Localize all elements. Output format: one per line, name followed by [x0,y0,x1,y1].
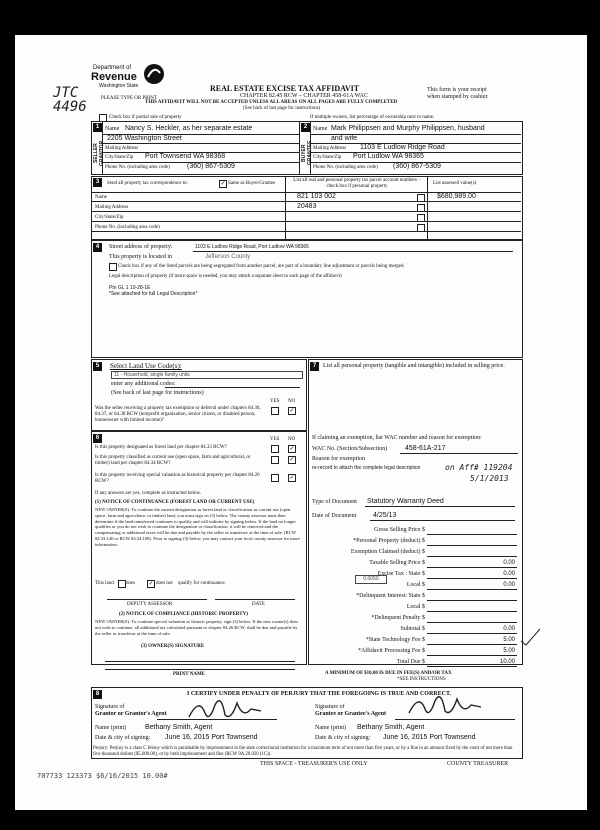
personal-property-label: List all personal property (tangible and intangible) included in selling price. [323,363,505,369]
tax-row-label: Excise Tax : State $ [377,571,425,577]
tax-row-line [427,666,517,667]
see-instructions-note: *SEE INSTRUCTIONS [397,677,446,682]
personal-property-checkbox-1[interactable] [417,194,425,202]
tax-row-line [427,600,517,601]
local-rate-field[interactable]: 0.0050 [355,575,387,584]
current-use-question: Is this property classified as current use (open space, farm and agricultural, or timber) land per chapter 84.34 RCW? [95,455,251,466]
does-checkbox[interactable] [118,580,126,588]
property-street-address[interactable]: 1103 E Ludlow Ridge Road, Port Ludlow WA 98365 [195,244,309,250]
personal-property-checkbox-4[interactable] [417,224,425,232]
current-use-yes[interactable] [271,456,279,464]
claiming-exemption-label: If claiming an exemption, list WAC number and reason for exemption: [312,435,482,441]
section-7-badge: 7 [310,362,319,371]
county-treasurer-label: COUNTY TREASURER [447,761,509,767]
parcel-1[interactable]: 821 103 002 [297,193,336,200]
dept-line2: Revenue [91,71,137,83]
grantor-agent-name[interactable]: Bethany Smith, Agent [145,724,213,731]
buyer-name[interactable]: Mark Philippsen and Murphy Philippsen, husband [331,125,485,132]
tax-row-line [427,644,517,645]
located-in-label: This property is located in [109,254,172,260]
grantee-date-label: Date & city of signing: [315,735,371,741]
tax-row-line [427,556,517,557]
rule [91,221,521,222]
tax-row-value[interactable]: 0.00 [503,560,515,566]
receipt-note-2: when stamped by cashier. [427,94,489,100]
seller-city[interactable]: Port Townsend WA 98368 [145,153,226,160]
affidavit-page [15,35,587,810]
doc-type[interactable]: Statutory Warranty Deed [367,498,444,505]
segregated-checkbox[interactable] [109,263,117,271]
tax-row-value[interactable]: 0.00 [503,626,515,632]
tax-row-line [427,545,517,546]
tax-row-line [427,611,517,612]
receipt-note: This form is your receipt [427,87,487,93]
grantor-agent-label: Grantor or Grantor's Agent [95,711,167,717]
grantee-agent-name[interactable]: Bethany Smith, Agent [357,724,425,731]
deputy-signature-line[interactable] [107,599,207,600]
seller-exemption-question: Was the seller receiving a property tax exemption or deferral under chapters 84.36, 84.37, or 84.38 RCW (nonprofit organization, senior citizen, or disabled person, homeowner with limited income)? [95,406,261,423]
notice-continuance-body: NEW OWNER(S): To continue the current designation as forest land or classification as current use (open space, farm and agriculture, or timber) land, you must sign on (3) below. The county assessor must then determine if the land transferred continues to qualify and will indicate by signing below. If the land no longer qualifies or you do not wish to continue the designation or classification, it will be removed and the compensating or additional taxes will be due and payable by the seller or transferor at the time of sale. (RCW 84.33.140 or RCW 84.34.108). Prior to signing (3) below, you may contact your local county assessor for more information. [95,507,300,547]
perjury-note: Perjury: Perjury is a class C felony which is punishable by imprisonment in the state correctional institution for a maximum term of not more than five years, or by a fine in an amount fixed by the court of not more than five thousand dollars ($5,000.00), or by both imprisonment and fine (RCW 9A.20.020 (1C)). [93,746,513,757]
rule [193,251,513,252]
tax-row-line [427,655,517,656]
land-use-select[interactable]: 11 - Household, single family units [111,371,303,379]
section-6-badge: 6 [93,434,102,443]
doc-date-label: Date of Document [312,513,357,519]
rule [370,520,515,521]
additional-codes-label: enter any additional codes: [111,381,176,387]
buyer-name-label: Name [313,126,328,132]
buyer-mailing[interactable]: 1103 E Ludlow Ridge Road [360,144,445,151]
owner-signature-label: (3) OWNER(S) SIGNATURE [141,644,205,649]
buyer-side-label: BUYER GRANTEE [301,140,313,166]
buyer-phone[interactable]: (360) 867-5309 [393,163,441,170]
historic-question: Is this property receiving special valuation as historical property per chapter 84.26 RCW? [95,473,260,484]
section-8-badge: 8 [93,690,102,699]
grantor-signature[interactable] [185,695,265,725]
grantor-signature-label: Signature of [95,704,125,710]
buyer-mailing-label: Mailing Address [313,146,347,151]
parcel-2[interactable]: 20483 [297,203,317,210]
dor-logo-icon [143,63,165,85]
tax-row-value[interactable]: 5.00 [503,637,515,643]
correspondence-phone-label: Phone No. (including area code) [95,225,160,230]
tax-row-line [427,633,517,634]
certify-statement: I CERTIFY UNDER PENALTY OF PERJURY THAT THE FOREGOING IS TRUE AND CORRECT. [187,691,452,697]
tax-row-value[interactable]: 0.00 [503,582,515,588]
same-as-buyer-label: Same as Buyer/Grantee [228,181,276,186]
grantee-signature-label: Signature of [315,704,345,710]
exemption-reason[interactable]: re-record to attach the complete legal description [312,465,421,471]
forest-land-yes[interactable] [271,445,279,453]
no-header: NO [288,437,296,442]
divider [285,176,286,239]
receipt-stamp: 707733 123373 $6/16/2015 10.00# [37,772,168,780]
wac-number[interactable]: 458-61A-217 [405,445,446,452]
tax-row-line [427,567,517,568]
deputy-assessor-label: DEPUTY ASSESSOR [127,602,173,607]
legal-description-label: Legal description of property (if more space is needed, you may attach a separate sheet to each page of the affidavit) [109,274,342,279]
section-5-badge: 5 [93,362,102,371]
historic-yes[interactable] [271,474,279,482]
seller-name-label: Name [105,126,120,132]
partial-sale-label: Check box if partial sale of property [109,115,182,120]
grantee-signature-line [395,719,515,720]
tax-row-label: *Delinquent Interest: State $ [356,593,425,599]
tax-row-label: Exemption Claimed (deduct) $ [350,549,425,555]
tax-row-line [427,589,517,590]
same-as-buyer-checkbox[interactable]: ✓ [220,181,226,187]
minimum-due-note: A MINIMUM OF $10.00 IS DUE IN FEE(S) AND/OR TAX [325,671,452,676]
tax-row-value[interactable]: 5.00 [503,648,515,654]
parcel-header: List all real and personal property tax parcel account numbers – check box if personal property [293,178,421,189]
seller-phone-label: Phone No. (including area code) [105,165,170,170]
notice-compliance-body: NEW OWNER(S): To continue special valuation as historic property, sign (3) below. If the new owner(s) does not wish to continue, all additional tax calculated pursuant to chapter 84.26 RCW, shall be due and payable by the seller or transferor at the time of sale. [95,619,299,636]
doc-date[interactable]: 4/25/13 [373,512,397,519]
treasurer-use-label: THIS SPACE - TREASURER'S USE ONLY [260,761,368,767]
not-accepted-note: THIS AFFIDAVIT WILL NOT BE ACCEPTED UNLESS ALL AREAS ON ALL PAGES ARE FULLY COMPLETED [145,100,398,105]
legal-description-2[interactable]: *See attached for full Legal Description* [109,291,198,297]
tax-row-value[interactable]: 0.00 [503,571,515,577]
rule [91,201,521,202]
tax-row-value[interactable]: 10.00 [499,659,515,665]
correspondence-name-label: Name [95,195,107,200]
section-3-badge: 3 [93,178,102,187]
correspondence-mailing-label: Mailing Address [95,205,129,210]
tax-row-label: *Affidavit Processing Fee $ [357,648,425,654]
divider [299,121,300,174]
tax-row-label: Local $ [406,582,425,588]
buyer-city[interactable]: Port Ludlow WA 98365 [353,153,424,160]
this-land-label: This land [95,581,114,586]
rule [365,506,515,507]
divider [427,176,428,239]
grantee-name-label: Name (print) [315,725,347,731]
street-address-label: Street address of property: [109,244,173,250]
check-mark-icon [520,627,542,647]
assessed-header: List assessed value(s) [433,181,477,186]
print-name-label: PRINT NAME [173,672,205,677]
seller-mailing-label: Mailing Address [105,146,139,151]
grantee-signed-date[interactable]: June 16, 2015 Port Townsend [383,734,476,741]
tax-row-label: Gross Selling Price $ [374,527,425,533]
legal-description-1[interactable]: Ptn GL 1 10-28-1E [109,285,151,291]
tax-row-line [427,534,517,535]
wac-label: WAC No. (Section/Subsection) [312,446,388,452]
yes-header: YES [270,437,280,442]
deputy-date-label: DATE [252,602,265,607]
form-chapter: CHAPTER 82.45 RCW – CHAPTER 458-61A WAC [240,93,368,99]
correspondence-city-label: City/State/Zip [95,215,124,220]
rule [91,231,521,232]
seller-side-label: SELLER GRANTOR [93,140,105,166]
no-header: NO [288,399,296,404]
property-county[interactable]: Jefferson County [205,254,251,260]
print-name-line[interactable] [105,669,295,670]
buyer-name-2[interactable]: and wife [331,135,358,142]
seller-phone[interactable]: (360) 867-5309 [187,163,235,170]
please-type: PLEASE TYPE OR PRINT [101,96,157,101]
multiple-owners-note: If multiple owners, list percentage of ownership next to name. [310,115,435,120]
segregated-label: Check box if any of the listed parcels are being segregated from another parcel, are part of a boundary line adjustment or parcels being merged. [118,264,405,269]
rule [91,211,521,212]
reason-label: Reason for exemption [312,456,365,462]
seller-city-label: City/State/Zip [105,155,134,160]
dept-line1: Department of [93,65,132,71]
tax-row-label: Local $ [406,604,425,610]
owner-signature-line[interactable] [105,661,295,662]
send-correspondence-label: Send all property tax correspondence to: [107,181,188,186]
seller-exemption-yes[interactable] [271,407,279,415]
handwritten-affidavit-note: on Aff# 119204 [445,463,513,472]
section-1-badge: 1 [93,123,102,132]
see-back-note: (See back of last page for instructions) [243,106,321,111]
deputy-date-line[interactable] [215,599,295,600]
handwritten-note: JTC 4496 [53,85,87,115]
tax-row-label: Subtotal $ [400,626,425,632]
notice-continuance-title: (1) NOTICE OF CONTINUANCE (FOREST LAND OR CURRENT USE) [95,500,255,505]
personal-property-checkbox-3[interactable] [417,214,425,222]
seller-street[interactable]: 2205 Washington Street [107,135,182,142]
forest-land-no[interactable]: ✓ [289,446,295,452]
grantor-signed-date[interactable]: June 16, 2015 Port Townsend [165,734,258,741]
tax-row-label: *Delinquent Penalty $ [371,615,425,621]
section-4-badge: 4 [93,243,102,252]
assessed-value-1[interactable]: $680,989.00 [437,193,476,200]
seller-exemption-no[interactable]: ✓ [289,408,295,414]
grantee-agent-label: Grantee or Grantee's Agent [315,711,387,717]
grantor-name-label: Name (print) [95,725,127,731]
grantor-date-label: Date & city of signing: [95,735,151,741]
qualify-label: qualify for continuance. [178,581,226,586]
land-use-label: Select Land Use Code(s): [110,362,182,370]
tax-row-label: *Personal Property (deduct) $ [353,538,425,544]
seller-name[interactable]: Nancy S. Heckler, as her separate estate [125,125,253,132]
land-use-instructions: (See back of last page for instructions) [111,390,204,396]
personal-property-checkbox-2[interactable] [417,204,425,212]
doc-type-label: Type of Document [312,499,357,505]
tax-row-line [427,578,517,579]
tax-row-label: Total Due $ [396,659,425,665]
historic-no[interactable]: ✓ [289,475,295,481]
grantee-signature[interactable] [405,691,485,721]
rule [103,143,299,144]
tax-row-label: *State Technology Fee $ [365,637,425,643]
form-title: REAL ESTATE EXCISE TAX AFFIDAVIT [210,84,360,93]
forest-land-question: Is this property designated as forest land per chapter 84.33 RCW? [95,445,227,450]
grantor-signature-line [157,719,277,720]
does-not-label: does not [156,581,173,586]
yes-header: YES [270,399,280,404]
tax-row-label: Taxable Selling Price $ [369,560,425,566]
current-use-no[interactable]: ✓ [289,457,295,463]
does-not-checkbox[interactable]: ✓ [148,581,154,587]
additional-codes-line[interactable] [165,387,300,388]
tax-row-line [427,622,517,623]
dept-line3: Washington State [99,83,139,89]
notice-compliance-title: (2) NOTICE OF COMPLIANCE (HISTORIC PROPERTY) [119,612,248,617]
if-yes-note: If any answers are yes, complete as instructed below. [95,491,202,496]
handwritten-date-note: 5/1/2013 [470,474,509,483]
buyer-city-label: City/State/Zip [313,155,342,160]
does-label: does [126,581,136,586]
section-2-badge: 2 [301,123,310,132]
buyer-phone-label: Phone No. (including area code) [313,165,378,170]
rule [400,453,518,454]
